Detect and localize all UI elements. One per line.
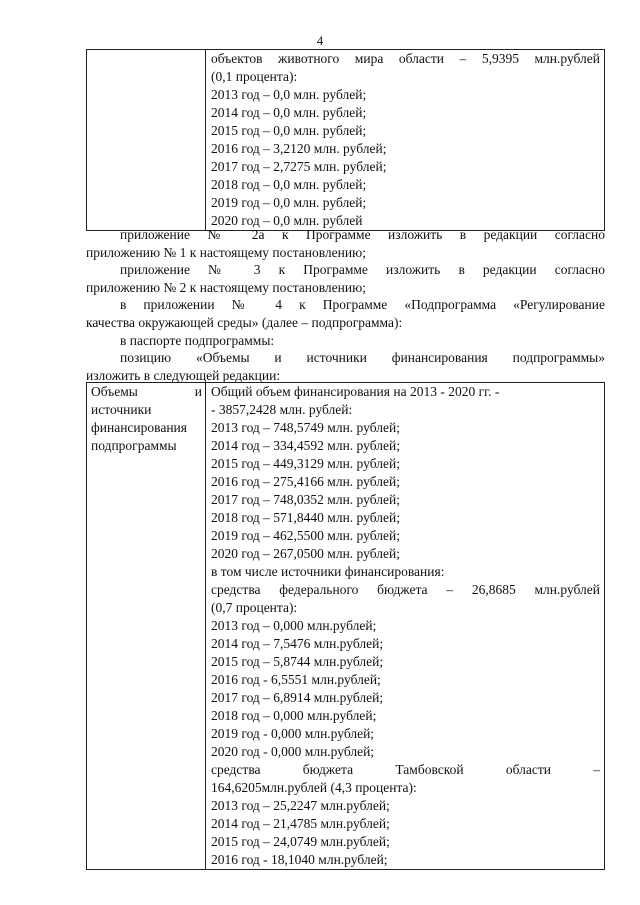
table2-line: 2020 год - 0,000 млн.рублей; (211, 744, 375, 759)
table1-line: 2019 год – 0,0 млн. рублей; (211, 195, 367, 210)
table1-line: 2016 год – 3,2120 млн. рублей; (211, 141, 387, 156)
amendment-paragraphs (86, 226, 605, 384)
table2-left-line: подпрограммы (91, 438, 177, 453)
table2-line: (0,7 процента): (211, 600, 298, 615)
table2-line: 2013 год – 25,2247 млн.рублей; (211, 798, 390, 813)
table2-line: 2016 год - 18,1040 млн.рублей; (211, 852, 388, 867)
table1-line: 2017 год – 2,7275 млн. рублей; (211, 159, 387, 174)
table1-line: 2015 год – 0,0 млн. рублей; (211, 123, 367, 138)
table2-line: 2017 год – 6,8914 млн.рублей; (211, 690, 384, 705)
table2-line: 164,6205млн.рублей (4,3 процента): (211, 780, 417, 795)
table2-line: 2013 год – 0,000 млн.рублей; (211, 618, 377, 633)
paragraph-line: позицию «Объемы и источники финансирования подпрограммы» (120, 350, 605, 366)
table2-line: 2018 год – 0,000 млн.рублей; (211, 708, 377, 723)
paragraph-line: в паспорте подпрограммы: (120, 332, 275, 348)
table2-line: 2014 год – 334,4592 млн. рублей; (211, 438, 400, 453)
table2-line: 2015 год – 449,3129 млн. рублей; (211, 456, 400, 471)
table2-line: средства бюджета Тамбовской области – (211, 762, 600, 777)
table2-left-line: Объемы и (91, 384, 202, 399)
table2-left-line: источники (91, 402, 152, 417)
table2-left-line: финансирования (91, 420, 187, 435)
table2-line: в том числе источники финансирования: (211, 564, 445, 579)
page-number: 4 (316, 33, 324, 48)
table2-line: 2018 год – 571,8440 млн. рублей; (211, 510, 400, 525)
table2-line: 2017 год – 748,0352 млн. рублей; (211, 492, 400, 507)
table2-line: 2013 год – 748,5749 млн. рублей; (211, 420, 400, 435)
table2-line: средства федерального бюджета – 26,8685 млн.рублей (211, 582, 600, 597)
table2-line: 2014 год – 21,4785 млн.рублей; (211, 816, 390, 831)
table1-line: 2013 год – 0,0 млн. рублей; (211, 87, 367, 102)
table1-line: объектов животного мира области – 5,9395 млн.рублей (211, 51, 600, 66)
table2-line: 2019 год – 462,5500 млн. рублей; (211, 528, 400, 543)
funding-table-continued (86, 49, 605, 231)
table2-right-cell (206, 383, 605, 870)
table2-line: 2020 год – 267,0500 млн. рублей; (211, 546, 400, 561)
table2-left-cell (87, 383, 206, 870)
table1-line: (0,1 процента): (211, 69, 298, 84)
paragraph-line: приложению № 2 к настоящему постановлению; (86, 279, 366, 295)
table1-right-cell (206, 50, 605, 231)
table1-left-cell (87, 50, 206, 231)
paragraph-line: качества окружающей среды» (далее – подпрограмма): (86, 314, 403, 330)
subprogram-funding-table (86, 382, 605, 870)
table2-line: 2015 год – 5,8744 млн.рублей; (211, 654, 384, 669)
paragraph-line: изложить в следующей редакции: (86, 367, 281, 383)
table2-line: 2015 год – 24,0749 млн.рублей; (211, 834, 390, 849)
table1-line: 2014 год – 0,0 млн. рублей; (211, 105, 367, 120)
table2-line: 2016 год - 6,5551 млн.рублей; (211, 672, 381, 687)
paragraph-line: приложение № 3 к Программе изложить в редакции согласно (120, 262, 605, 278)
paragraph-line: приложению № 1 к настоящему постановлению; (86, 244, 366, 260)
table1-line: 2018 год – 0,0 млн. рублей; (211, 177, 367, 192)
table1-line: 2020 год – 0,0 млн. рублей (211, 213, 363, 228)
table2-line: 2014 год – 7,5476 млн.рублей; (211, 636, 384, 651)
table2-line: 2016 год – 275,4166 млн. рублей; (211, 474, 400, 489)
table2-line: - 3857,2428 млн. рублей: (211, 402, 353, 417)
paragraph-line: в приложении № 4 к Программе «Подпрограмма «Регулирование (120, 297, 605, 313)
paragraph-line: приложение № 2а к Программе изложить в редакции согласно (120, 227, 605, 242)
table2-line: 2019 год - 0,000 млн.рублей; (211, 726, 375, 741)
table2-line: Общий объем финансирования на 2013 - 2020 гг. - (211, 384, 500, 399)
